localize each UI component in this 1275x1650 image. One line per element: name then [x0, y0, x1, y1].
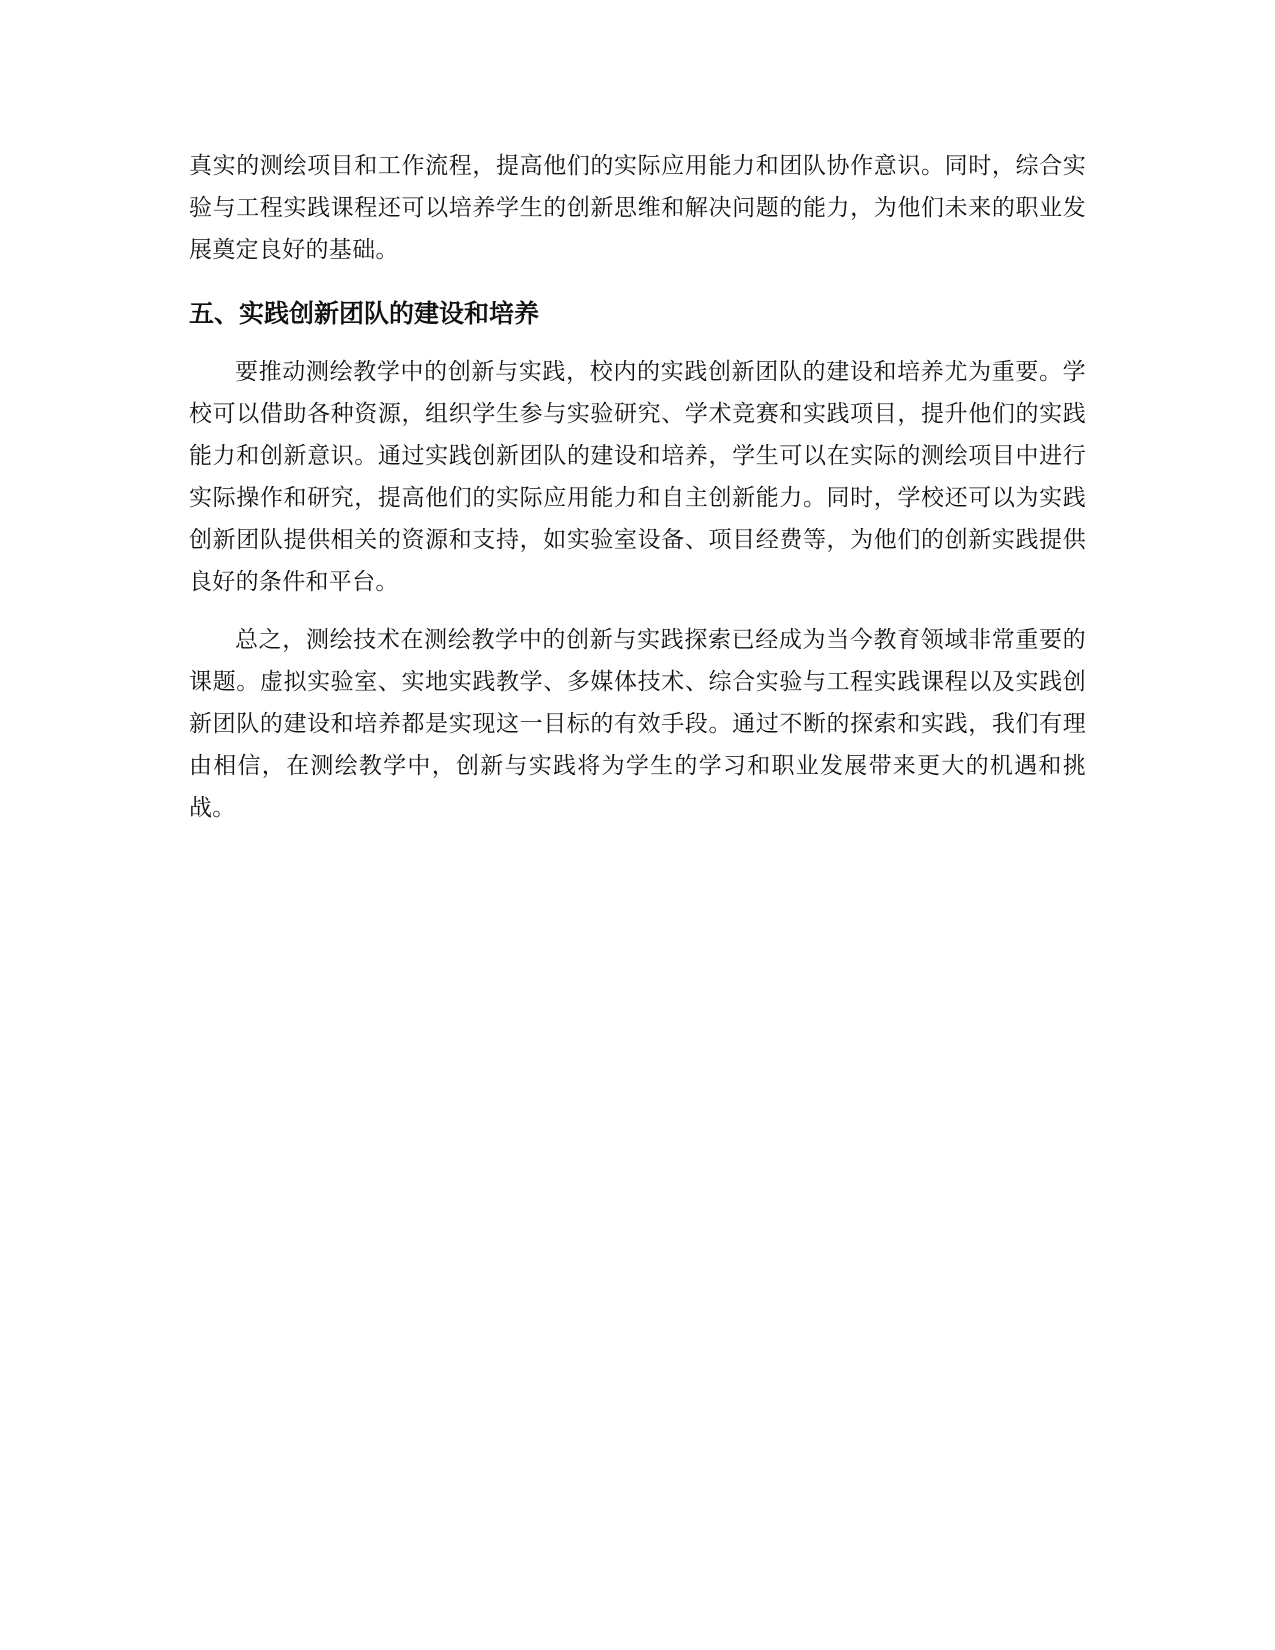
continued-paragraph: 真实的测绘项目和工作流程，提高他们的实际应用能力和团队协作意识。同时，综合实验与工程实践课程还可以培养学生的创新思维和解决问题的能力，为他们未来的职业发展奠定良好的基础。	[189, 153, 1086, 263]
document-body	[189, 145, 1086, 829]
team-paragraph: 要推动测绘教学中的创新与实践，校内的实践创新团队的建设和培养尤为重要。学校可以借助各种资源，组织学生参与实验研究、学术竞赛和实践项目，提升他们的实践能力和创新意识。通过实践创新团队的建设和培养，学生可以在实际的测绘项目中进行实际操作和研究，提高他们的实际应用能力和自主创新能力。同时，学校还可以为实践创新团队提供相关的资源和支持，如实验室设备、项目经费等，为他们的创新实践提供良好的条件和平台。	[189, 359, 1086, 595]
section-heading: 五、实践创新团队的建设和培养	[189, 299, 540, 328]
conclusion-paragraph: 总之，测绘技术在测绘教学中的创新与实践探索已经成为当今教育领域非常重要的课题。虚拟实验室、实地实践教学、多媒体技术、综合实验与工程实践课程以及实践创新团队的建设和培养都是实现这一目标的有效手段。通过不断的探索和实践，我们有理由相信，在测绘教学中，创新与实践将为学生的学习和职业发展带来更大的机遇和挑战。	[189, 627, 1086, 821]
